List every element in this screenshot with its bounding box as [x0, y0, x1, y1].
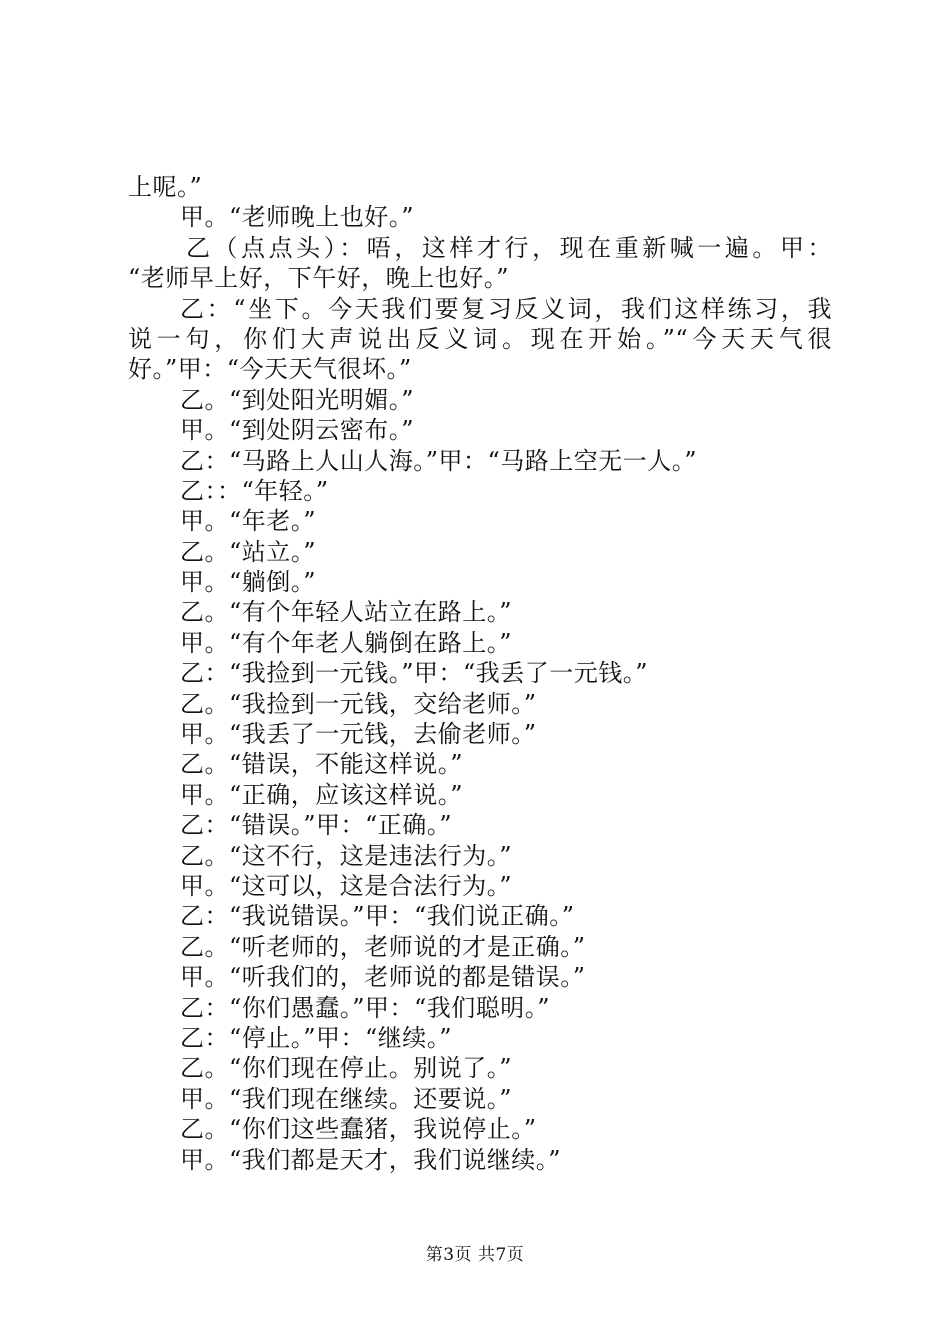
text-line: “老师早上好，下午好，晚上也好。” — [128, 264, 510, 293]
text-line: 甲。“老师晚上也好。” — [180, 203, 415, 232]
text-line: 乙：“我捡到一元钱。”甲：“我丢了一元钱。” — [180, 659, 649, 688]
text-line: 乙。“到处阳光明媚。” — [180, 385, 415, 414]
text-line: 好。”甲：“今天天气很坏。” — [128, 355, 412, 384]
text-line: 甲。“这可以，这是合法行为。” — [180, 871, 513, 900]
text-line: 乙。“你们现在停止。别说了。” — [180, 1054, 513, 1083]
text-line: 甲。“躺倒。” — [180, 568, 317, 597]
text-line: 乙：“你们愚蠢。”甲：“我们聪明。” — [180, 993, 551, 1022]
page-number: 第3页 共7页 — [425, 1245, 525, 1265]
text-line: 乙。“这不行，这是违法行为。” — [180, 841, 513, 870]
text-line: 甲。“有个年老人躺倒在路上。” — [180, 628, 513, 657]
text-line: 乙：“停止。”甲：“继续。” — [180, 1023, 453, 1052]
text-line: 甲。“我丢了一元钱，去偷老师。” — [180, 720, 537, 749]
text-line: 说一句，你们大声说出反义词。现在开始。”“今天天气很 — [128, 324, 832, 353]
page-footer — [0, 1244, 950, 1266]
text-line: 甲。“我们都是天才，我们说继续。” — [180, 1145, 562, 1174]
text-line: 乙：“我说错误。”甲：“我们说正确。” — [180, 902, 575, 931]
text-line: 上呢。” — [128, 173, 203, 201]
text-line: 乙：“坐下。今天我们要复习反义词，我们这样练习，我 — [180, 294, 832, 323]
text-line: 乙。“听老师的，老师说的才是正确。” — [180, 932, 586, 961]
text-line: 甲。“年老。” — [180, 507, 317, 536]
document-body — [128, 172, 832, 1175]
text-line: 甲。“正确，应该这样说。” — [180, 780, 464, 809]
text-line: 乙。“错误，不能这样说。” — [180, 750, 464, 779]
text-line: 甲。“我们现在继续。还要说。” — [180, 1084, 513, 1113]
text-line: 乙：“错误。”甲：“正确。” — [180, 811, 453, 840]
text-line: 乙。“有个年轻人站立在路上。” — [180, 598, 513, 627]
text-line: 甲。“到处阴云密布。” — [180, 416, 415, 445]
text-line: 乙。“你们这些蠢猪，我说停止。” — [180, 1115, 537, 1144]
text-line: 乙。“我捡到一元钱，交给老师。” — [180, 689, 537, 718]
text-line: 乙：“马路上人山人海。”甲：“马路上空无一人。” — [180, 446, 698, 475]
text-line: 乙（点点头）：唔，这样才行，现在重新喊一遍。甲： — [186, 233, 832, 262]
text-line: 乙。“站立。” — [180, 537, 317, 566]
text-line: 甲。“听我们的，老师说的都是错误。” — [180, 963, 586, 992]
text-line: 乙：：“年轻。” — [180, 476, 329, 505]
